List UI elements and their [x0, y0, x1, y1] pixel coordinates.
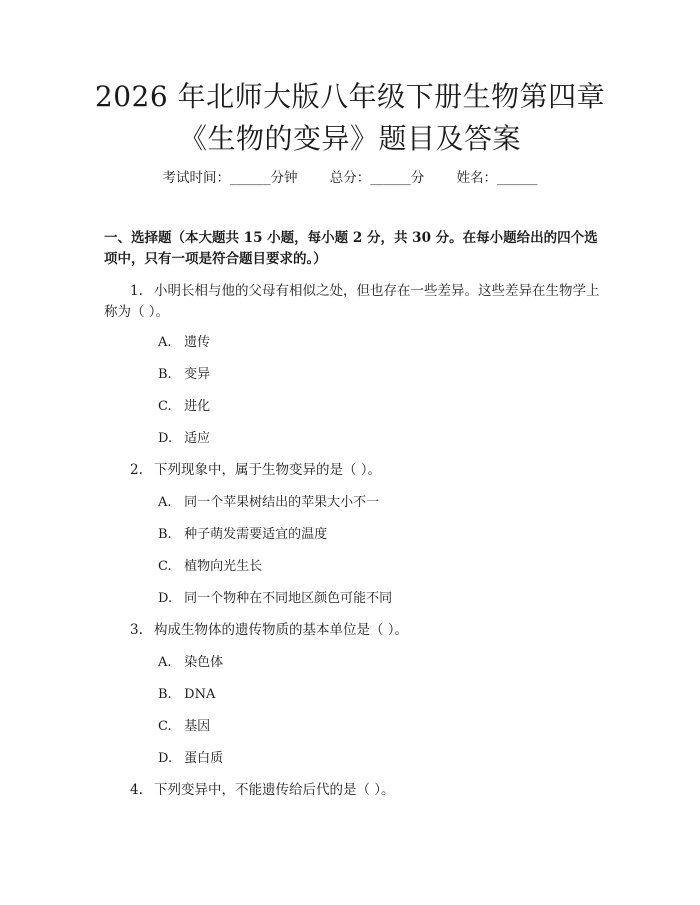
exam-time: 考试时间：______分钟 — [162, 170, 298, 186]
option-label: A. — [158, 495, 172, 510]
option-3d — [158, 749, 223, 769]
question-text: 下列变异中，不能遗传给后代的是（ ）。 — [154, 782, 395, 798]
question-1 — [104, 281, 609, 323]
section-heading: 一、选择题（本大题共 15 小题，每小题 2 分，共 30 分。在每小题给出的四个选项中，只有一项是符合题目要求的。） — [104, 230, 598, 267]
option-text: 种子萌发需要适宜的温度 — [184, 527, 328, 542]
option-text: 蛋白质 — [184, 751, 224, 766]
question-text: 下列现象中，属于生物变异的是（ ）。 — [154, 462, 382, 478]
option-text: 同一个物种在不同地区颜色可能不同 — [184, 591, 393, 606]
option-1b — [158, 365, 210, 385]
exam-meta — [0, 168, 700, 188]
question-3 — [104, 620, 609, 641]
option-label: B. — [158, 527, 172, 542]
option-label: D. — [158, 591, 173, 606]
option-label: A. — [158, 335, 172, 350]
option-3a — [158, 653, 223, 673]
exam-score: 总分：______分 — [329, 170, 425, 186]
option-text: 植物向光生长 — [184, 559, 263, 574]
option-text: 适应 — [184, 431, 211, 446]
question-text: 小明长相与他的父母有相似之处，但也存在一些差异。这些差异在生物学上称为（ ）。 — [104, 283, 600, 320]
page-title: 2026 年北师大版八年级下册生物第四章《生物的变异》题目及答案 — [94, 80, 606, 155]
option-2c — [158, 557, 262, 577]
option-label: D. — [158, 431, 173, 446]
option-2d — [158, 589, 392, 609]
option-text: 进化 — [184, 399, 211, 414]
option-label: C. — [158, 399, 172, 414]
option-text: 染色体 — [184, 655, 224, 670]
question-4 — [104, 780, 609, 801]
option-1a — [158, 333, 210, 353]
option-label: A. — [158, 655, 172, 670]
question-2 — [104, 460, 609, 481]
option-text: 同一个苹果树结出的苹果大小不一 — [184, 495, 380, 510]
option-label: B. — [158, 687, 172, 702]
option-label: C. — [158, 559, 172, 574]
option-1d — [158, 429, 210, 449]
option-label: D. — [158, 751, 173, 766]
question-number: 3. — [130, 622, 143, 638]
option-3b — [158, 685, 215, 705]
option-text: DNA — [184, 687, 216, 702]
option-1c — [158, 397, 210, 417]
option-label: B. — [158, 367, 172, 382]
question-number: 4. — [130, 782, 143, 798]
question-text: 构成生物体的遗传物质的基本单位是（ ）。 — [154, 622, 409, 638]
option-text: 遗传 — [184, 335, 211, 350]
question-number: 1. — [130, 283, 143, 299]
option-3c — [158, 717, 210, 737]
option-text: 变异 — [184, 367, 211, 382]
option-2a — [158, 493, 379, 513]
option-2b — [158, 525, 327, 545]
student-name: 姓名：______ — [456, 170, 538, 186]
question-number: 2. — [130, 462, 143, 478]
option-text: 基因 — [184, 719, 211, 734]
option-label: C. — [158, 719, 172, 734]
